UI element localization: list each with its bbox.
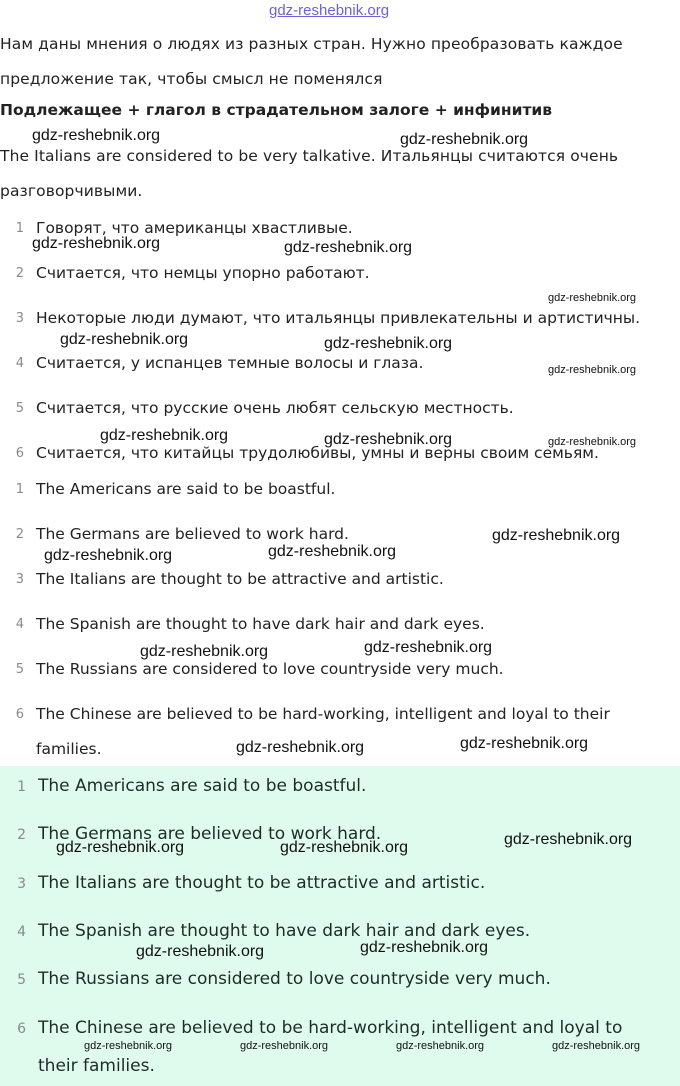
watermark: gdz-reshebnik.org [548, 436, 637, 448]
item-text: The Americans are said to be boastful. [36, 480, 336, 498]
site-link[interactable]: gdz-reshebnik.org [269, 2, 390, 19]
item-number: 1 [15, 482, 24, 497]
watermark: gdz-reshebnik.org [240, 1040, 329, 1052]
item-text-continued: their families. [38, 1056, 155, 1076]
item-text: Считается, у испанцев темные волосы и глаза. [36, 354, 424, 372]
item-text: The Italians are thought to be attractive and artistic. [38, 873, 486, 893]
item-number: 3 [15, 572, 24, 587]
item-text: Считается, что немцы упорно работают. [36, 264, 370, 282]
item-number: 3 [15, 311, 24, 326]
item-text-continued: families. [36, 740, 102, 758]
watermark: gdz-reshebnik.org [548, 364, 637, 376]
item-number: 2 [15, 527, 24, 542]
watermark: gdz-reshebnik.org [492, 527, 621, 544]
item-text: The Russians are considered to love countryside very much. [36, 660, 504, 678]
watermark: gdz-reshebnik.org [140, 643, 269, 660]
watermark: gdz-reshebnik.org [360, 939, 489, 956]
item-text: The Germans are believed to work hard. [36, 525, 349, 543]
item-text: The Spanish are thought to have dark hair and dark eyes. [38, 921, 531, 941]
item-text: The Germans are believed to work hard. [38, 824, 382, 844]
watermark: gdz-reshebnik.org [32, 127, 161, 144]
item-text: Некоторые люди думают, что итальянцы привлекательны и артистичны. [36, 309, 641, 327]
watermark: gdz-reshebnik.org [84, 1040, 173, 1052]
item-number: 1 [17, 779, 26, 795]
item-number: 5 [17, 972, 26, 988]
watermark: gdz-reshebnik.org [32, 235, 161, 252]
item-number: 4 [17, 924, 26, 940]
watermark: gdz-reshebnik.org [324, 335, 453, 352]
item-text: The Americans are said to be boastful. [38, 776, 367, 796]
item-number: 6 [15, 446, 24, 461]
watermark: gdz-reshebnik.org [56, 839, 185, 856]
item-text: The Russians are considered to love countryside very much. [38, 969, 551, 989]
example-line1: The Italians are considered to be very talkative. Итальянцы считаются очень [0, 147, 619, 165]
watermark: gdz-reshebnik.org [400, 131, 529, 148]
watermark: gdz-reshebnik.org [396, 1040, 485, 1052]
task-description-line1: Нам даны мнения о людях из разных стран. Нужно преобразовать каждое [0, 35, 623, 53]
watermark: gdz-reshebnik.org [284, 239, 413, 256]
item-text: Считается, что русские очень любят сельскую местность. [36, 399, 514, 417]
item-number: 1 [15, 221, 24, 236]
item-text: The Italians are thought to be attractive and artistic. [36, 570, 444, 588]
item-number: 4 [15, 617, 24, 632]
watermark: gdz-reshebnik.org [236, 739, 365, 756]
watermark: gdz-reshebnik.org [324, 431, 453, 448]
watermark: gdz-reshebnik.org [268, 543, 397, 560]
watermark: gdz-reshebnik.org [364, 639, 493, 656]
watermark: gdz-reshebnik.org [60, 331, 189, 348]
watermark: gdz-reshebnik.org [552, 1040, 641, 1052]
item-number: 5 [15, 662, 24, 677]
watermark: gdz-reshebnik.org [548, 292, 637, 304]
grammar-rule: Подлежащее + глагол в страдательном залоге + инфинитив [0, 101, 553, 119]
item-text: Считается, что китайцы трудолюбивы, умны и верны своим семьям. [36, 444, 599, 462]
item-number: 6 [15, 707, 24, 722]
item-number: 4 [15, 356, 24, 371]
watermark: gdz-reshebnik.org [460, 735, 589, 752]
watermark: gdz-reshebnik.org [44, 547, 173, 564]
task-description-line2: предложение так, чтобы смысл не поменялся [0, 70, 383, 88]
watermark: gdz-reshebnik.org [504, 831, 633, 848]
example-line2: разговорчивыми. [0, 182, 143, 200]
watermark: gdz-reshebnik.org [100, 427, 229, 444]
item-text: The Chinese are believed to be hard-working, intelligent and loyal to [38, 1018, 623, 1038]
watermark: gdz-reshebnik.org [280, 839, 409, 856]
watermark: gdz-reshebnik.org [136, 943, 265, 960]
item-number: 2 [15, 266, 24, 281]
item-number: 5 [15, 401, 24, 416]
item-number: 6 [17, 1021, 26, 1037]
item-text: The Spanish are thought to have dark hair and dark eyes. [36, 615, 485, 633]
item-text: Говорят, что американцы хвастливые. [36, 219, 353, 237]
item-number: 3 [17, 876, 26, 892]
item-number: 2 [17, 827, 26, 843]
item-text: The Chinese are believed to be hard-working, intelligent and loyal to their [36, 705, 610, 723]
